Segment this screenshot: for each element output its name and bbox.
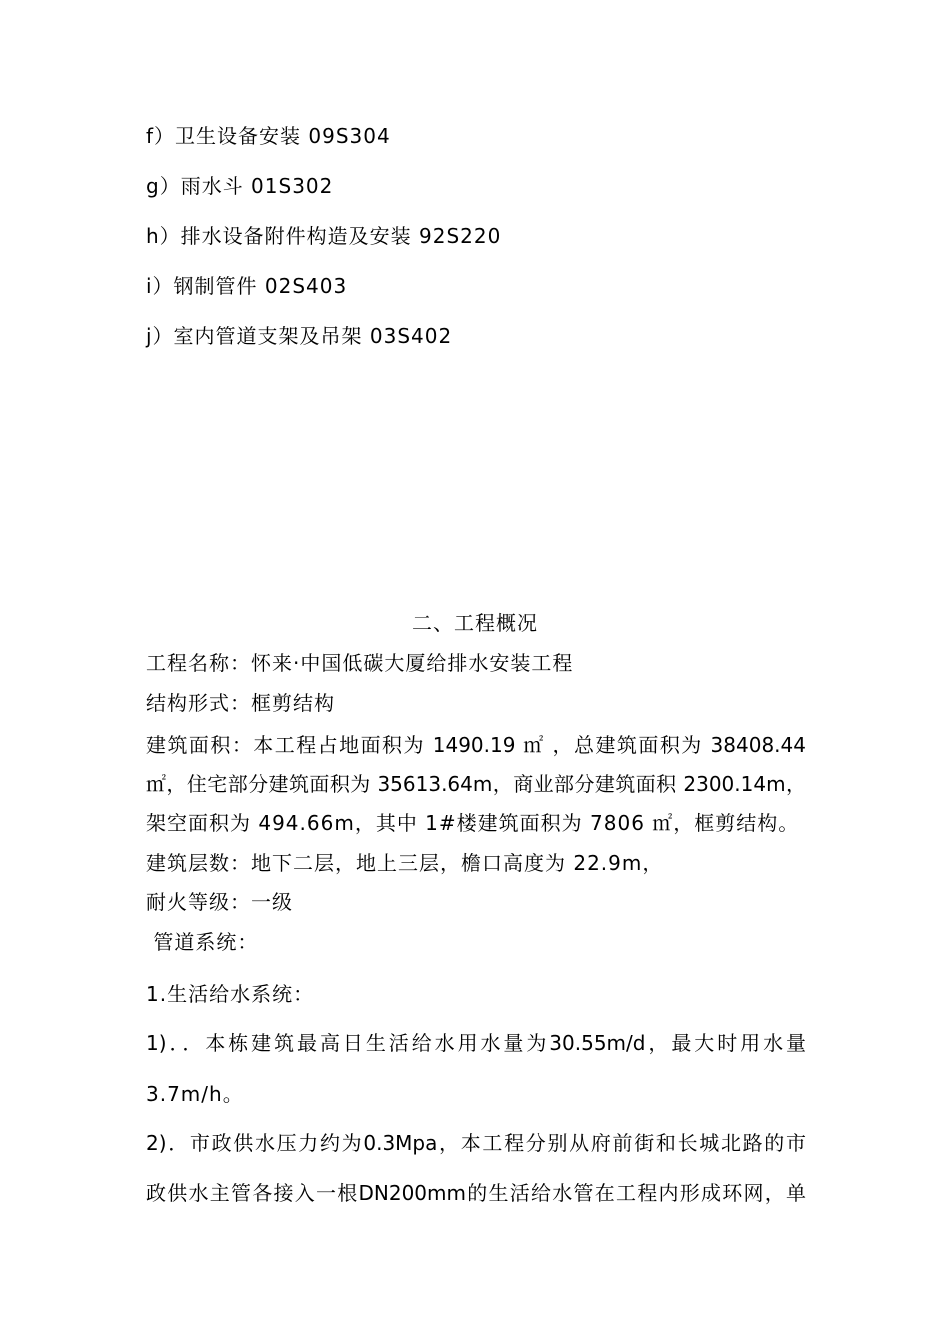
project-name: 工程名称：怀来·中国低碳大厦给排水安装工程 <box>146 651 574 675</box>
building-area-line: ㎡，住宅部分建筑面积为 35613.64m，商业部分建筑面积 2300.14m， <box>146 772 806 796</box>
building-floors: 建筑层数：地下二层，地上三层，檐口高度为 22.9m， <box>146 851 664 875</box>
building-area-line: 架空面积为 494.66m，其中 1#楼建筑面积为 7806 ㎡，框剪结构。 <box>146 811 800 835</box>
paragraph-line: 3.7m/h。 <box>146 1082 244 1106</box>
list-item: j）室内管道支架及吊架 03S402 <box>146 324 453 348</box>
piping-subheading: 1.生活给水系统： <box>146 982 315 1006</box>
list-item: i）钢制管件 02S403 <box>146 274 348 298</box>
fire-rating: 耐火等级：一级 <box>146 890 293 914</box>
list-item: h）排水设备附件构造及安装 92S220 <box>146 224 502 248</box>
section-title: 二、工程概况 <box>412 611 538 635</box>
paragraph-line: 2)．市政供水压力约为0.3Mpa，本工程分别从府前街和长城北路的市 <box>146 1131 806 1155</box>
structure-type: 结构形式：框剪结构 <box>146 691 335 715</box>
piping-heading: 管道系统： <box>146 930 259 954</box>
list-item: f）卫生设备安装 09S304 <box>146 124 391 148</box>
paragraph-line: 政供水主管各接入一根DN200mm的生活给水管在工程内形成环网，单 <box>146 1181 806 1205</box>
building-area-line: 建筑面积：本工程占地面积为 1490.19 ㎡ ，总建筑面积为 38408.44 <box>146 733 806 757</box>
paragraph-line: 1)．．本栋建筑最高日生活给水用水量为30.55m/d，最大时用水量 <box>146 1031 806 1055</box>
list-item: g）雨水斗 01S302 <box>146 174 334 198</box>
